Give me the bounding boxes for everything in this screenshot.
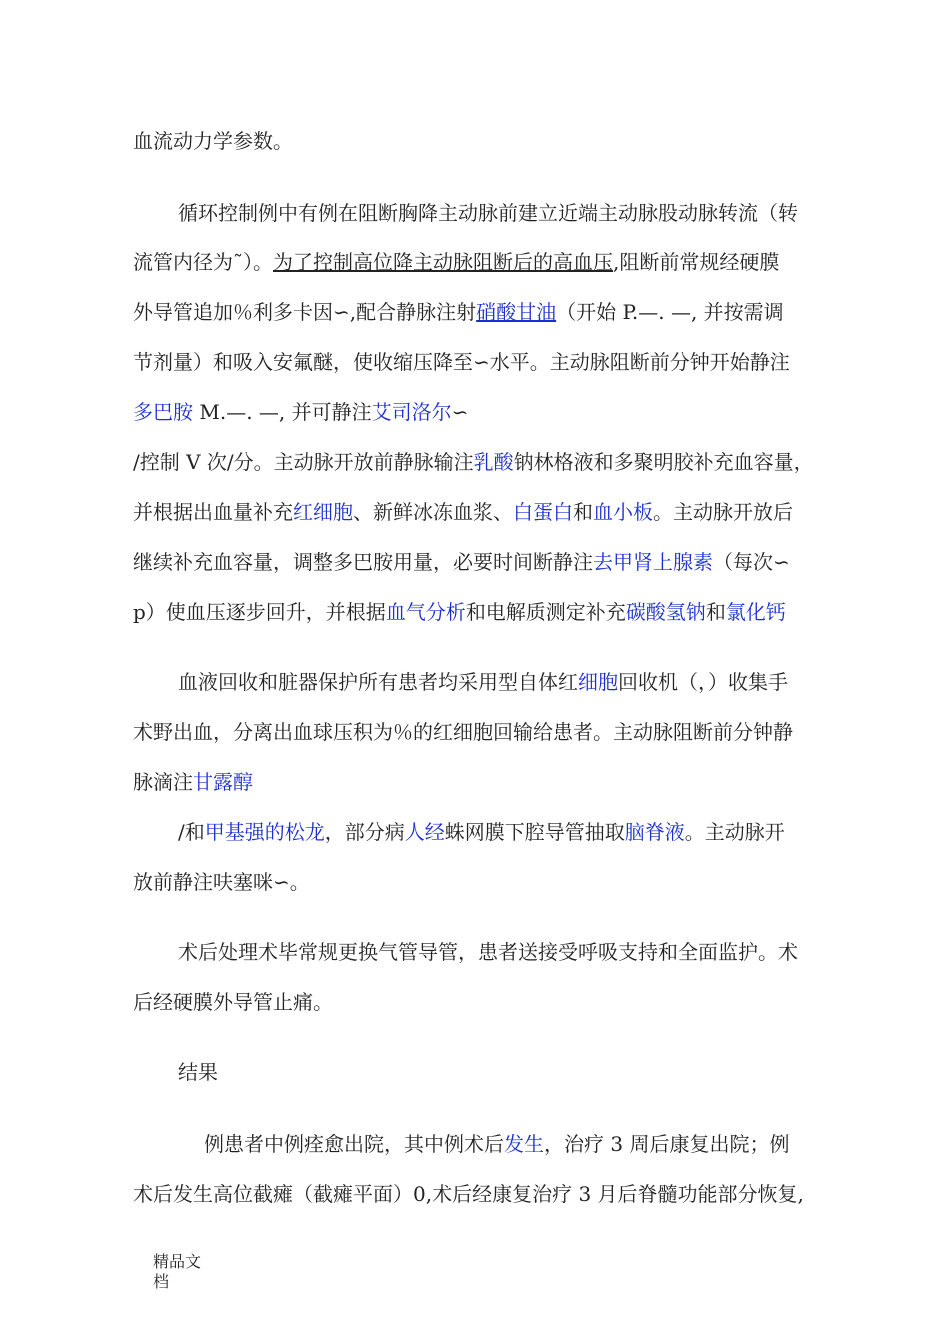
link-lactate[interactable]: 乳酸 — [473, 450, 514, 474]
link-cerebrospinal-fluid[interactable]: 脑脊液 — [624, 820, 685, 844]
footer-watermark: 精品文 档 — [153, 1252, 202, 1291]
text-line: 术野出血，分离出血球压积为％的红细胞回输给患者。主动脉阻断前分钟静 — [133, 720, 793, 744]
text-line: 血流动力学参数。 — [133, 129, 293, 153]
underlined-phrase: 为了控制高位降主动脉阻断后的高血压 — [273, 250, 613, 274]
text-line: 术后处理术毕常规更换气管导管，患者送接受呼吸支持和全面监护。术 — [178, 940, 798, 964]
text-line: 术后发生高位截瘫（截瘫平面）0,术后经康复治疗 3 月后脊髓功能部分恢复, — [133, 1182, 804, 1206]
text-line: 多巴胺 M.—. —, 并可静注艾司洛尔∽ — [133, 400, 469, 424]
text-line: 外导管追加％利多卡因∽,配合静脉注射硝酸甘油（开始 P.—. —, 并按需调 — [133, 300, 784, 324]
link-platelets[interactable]: 血小板 — [593, 500, 653, 524]
link-dopamine[interactable]: 多巴胺 — [133, 400, 193, 424]
text-line: 继续补充血容量，调整多巴胺用量，必要时间断静注去甲肾上腺素（每次∽ — [133, 550, 790, 574]
text-line: /和甲基强的松龙，部分病人经蛛网膜下腔导管抽取脑脊液。主动脉开 — [178, 820, 785, 844]
link-esmolol[interactable]: 艾司洛尔 — [371, 400, 452, 424]
text-line: 流管内径为˜）。为了控制高位降主动脉阻断后的高血压,阻断前常规经硬膜 — [133, 250, 780, 274]
text-line: p）使血压逐步回升，并根据血气分析和电解质测定补充碳酸氢钠和氯化钙 — [133, 600, 786, 624]
link-methylprednisolone[interactable]: 甲基强的松龙 — [204, 820, 325, 844]
text-line: /控制 V 次/分。主动脉开放前静脉输注乳酸钠林格液和多聚明胶补充血容量， — [133, 450, 814, 474]
text-line: 放前静注呋塞咪∽。 — [133, 870, 310, 894]
link-calcium-chloride[interactable]: 氯化钙 — [725, 600, 786, 624]
text-line: 例患者中例痊愈出院，其中例术后发生，治疗 3 周后康复出院；例 — [204, 1132, 790, 1156]
link-mannitol[interactable]: 甘露醇 — [193, 770, 253, 794]
link-cells[interactable]: 细胞 — [578, 670, 618, 694]
text-line: 节剂量）和吸入安氟醚，使收缩压降至∽水平。主动脉阻断前分钟开始静注 — [133, 350, 790, 374]
link-norepinephrine[interactable]: 去甲肾上腺素 — [593, 550, 713, 574]
link-blood-gas-analysis[interactable]: 血气分析 — [385, 600, 466, 624]
link-nitroglycerin[interactable]: 硝酸甘油 — [476, 300, 557, 324]
link-person[interactable]: 人经 — [404, 820, 445, 844]
link-albumin[interactable]: 白蛋白 — [513, 500, 573, 524]
text-line: 血液回收和脏器保护所有患者均采用型自体红细胞回收机（，）收集手 — [178, 670, 788, 694]
link-sodium-bicarbonate[interactable]: 碳酸氢钠 — [625, 600, 706, 624]
section-heading: 结果 — [178, 1060, 218, 1084]
text-line: 后经硬膜外导管止痛。 — [133, 990, 333, 1014]
link-red-blood-cells[interactable]: 红细胞 — [293, 500, 353, 524]
link-occurrence[interactable]: 发生 — [504, 1132, 544, 1156]
text-line: 脉滴注甘露醇 — [133, 770, 253, 794]
text-line: 并根据出血量补充红细胞、新鲜冰冻血浆、白蛋白和血小板。主动脉开放后 — [133, 500, 793, 524]
text-line: 循环控制例中有例在阻断胸降主动脉前建立近端主动脉股动脉转流（转 — [178, 201, 798, 225]
